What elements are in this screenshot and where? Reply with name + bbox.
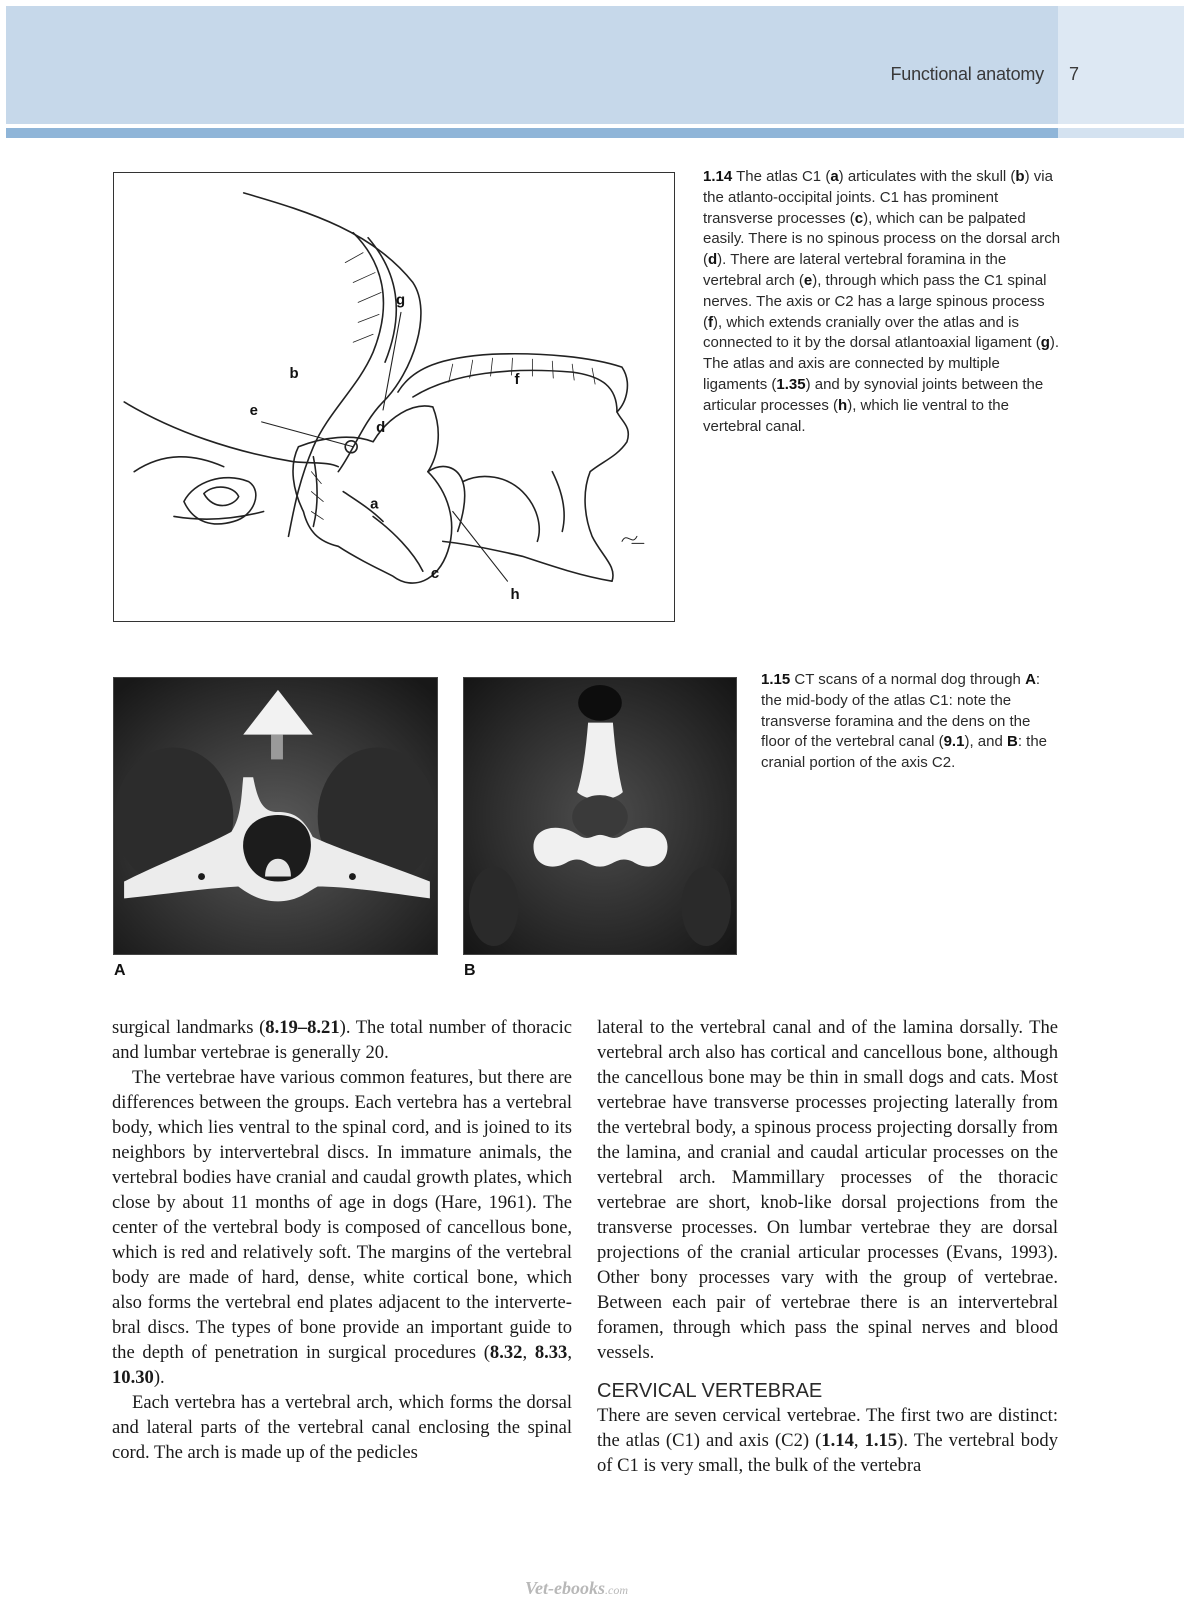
figure-1-15-caption — [761, 670, 1061, 774]
ct-scan-b — [463, 677, 737, 955]
running-head: Functional anatomy — [890, 64, 1044, 84]
watermark-text: Vet-ebooks — [525, 1578, 605, 1598]
label-a: a — [370, 495, 379, 513]
figure-1-14-number: 1.14 — [703, 168, 733, 185]
body-column-left — [112, 1015, 572, 1465]
ct-scan-a — [113, 677, 438, 955]
section-heading: CERVICAL VERTEBRAE — [597, 1380, 823, 1402]
label-e: e — [249, 401, 258, 419]
label-h: h — [510, 586, 520, 604]
watermark-suffix: .com — [605, 1583, 628, 1597]
panel-label-a: A — [114, 962, 126, 979]
figure-1-15-caption-text: CT scans of a normal dog through A: the mid-body of the atlas C1: note the transverse foramina and the dens on the floor of the vertebral canal (9.1), and B: the cranial portion of the axis C2. — [761, 671, 1048, 772]
figure-1-15-number: 1.15 — [761, 671, 791, 688]
paragraph: There are seven cervical vertebrae. The first two are distinct: the atlas (C1) and axis (C2) (1.14, 1.15). The vertebral body of C1 is very small, the bulk of the vertebra — [597, 1405, 1058, 1476]
figure-atlas-axis-drawing — [113, 172, 675, 622]
watermark — [525, 1578, 628, 1599]
figure-1-14-caption-text: The atlas C1 (a) articulates with the skull (b) via the atlanto-occipital joints. C1 has prominent transverse processes (c), which can be palpated easily. There is no spinous process on the dorsal arch (d). There are lateral vertebral foramina in the vertebral arch (e), through which pass the C1 spinal nerves. The axis or C2 has a large spinous process (f), which extends cranially over the atlas and is connected to it by the dorsal atlantoaxial ligament (g). The atlas and axis are connected by multiple ligaments (1.35) and by synovial joints between the articular processes (h), which lie ventral to the vertebral canal. — [703, 168, 1061, 435]
paragraph: surgical landmarks (8.19–8.21). The total number of thoracic and lumbar vertebrae is generally 20. — [112, 1017, 572, 1063]
header-rule — [6, 128, 1058, 138]
body-column-right — [597, 1015, 1058, 1478]
figure-1-14-caption — [703, 167, 1063, 437]
label-d: d — [376, 418, 386, 436]
label-c: c — [430, 565, 440, 583]
panel-label-b: B — [464, 962, 476, 979]
header-rule-tab — [1058, 128, 1184, 138]
paragraph: Each vertebra has a vertebral arch, which forms the dorsal and lateral parts of the vertebral canal enclosing the spinal cord. The arch is made up of the pedicles — [112, 1392, 572, 1463]
label-g: g — [395, 291, 406, 309]
label-b: b — [289, 365, 299, 383]
paragraph: lateral to the vertebral canal and of the lamina dorsally. The vertebral arch also has cortical and cancellous bone, although the cancellous bone may be thin in small dogs and cats. Most vertebrae have transverse processes projecting laterally from the vertebral body, a spinous process projecting dorsally from the lamina, and cranial and caudal articular processes on the vertebral arch. Mammillary processes of the thoracic vertebrae are short, knob-like dorsal projections from the transverse processes. On lumbar vertebrae they are dorsal projections of the cranial articular processes (Evans, 1993). Other bony processes vary with the group of vertebrae. Between each pair of vertebrae there is an intervertebral foramen, through which pass the spinal nerves and blood vessels. — [597, 1017, 1058, 1363]
paragraph: The vertebrae have various common features, but there are differences between the groups. Each vertebra has a vertebral body, which lies ventral to the spinal cord, and is joined to its neighbors by intervertebral discs. In immature animals, the vertebral bodies have cranial and caudal growth plates, which close by about 11 months of age in dogs (Hare, 1961). The center of the vertebral body is composed of cancellous bone, which is red and relatively soft. The margins of the vertebral body are made of hard, dense, white cortical bone, which also forms the vertebral end plates adjacent to the intervertebral discs. The types of bone provide an important guide to the depth of penetration in surgical procedures (8.32, 8.33, 10.30). — [112, 1067, 573, 1388]
page-number: 7 — [1069, 64, 1080, 84]
label-f: f — [514, 371, 520, 389]
